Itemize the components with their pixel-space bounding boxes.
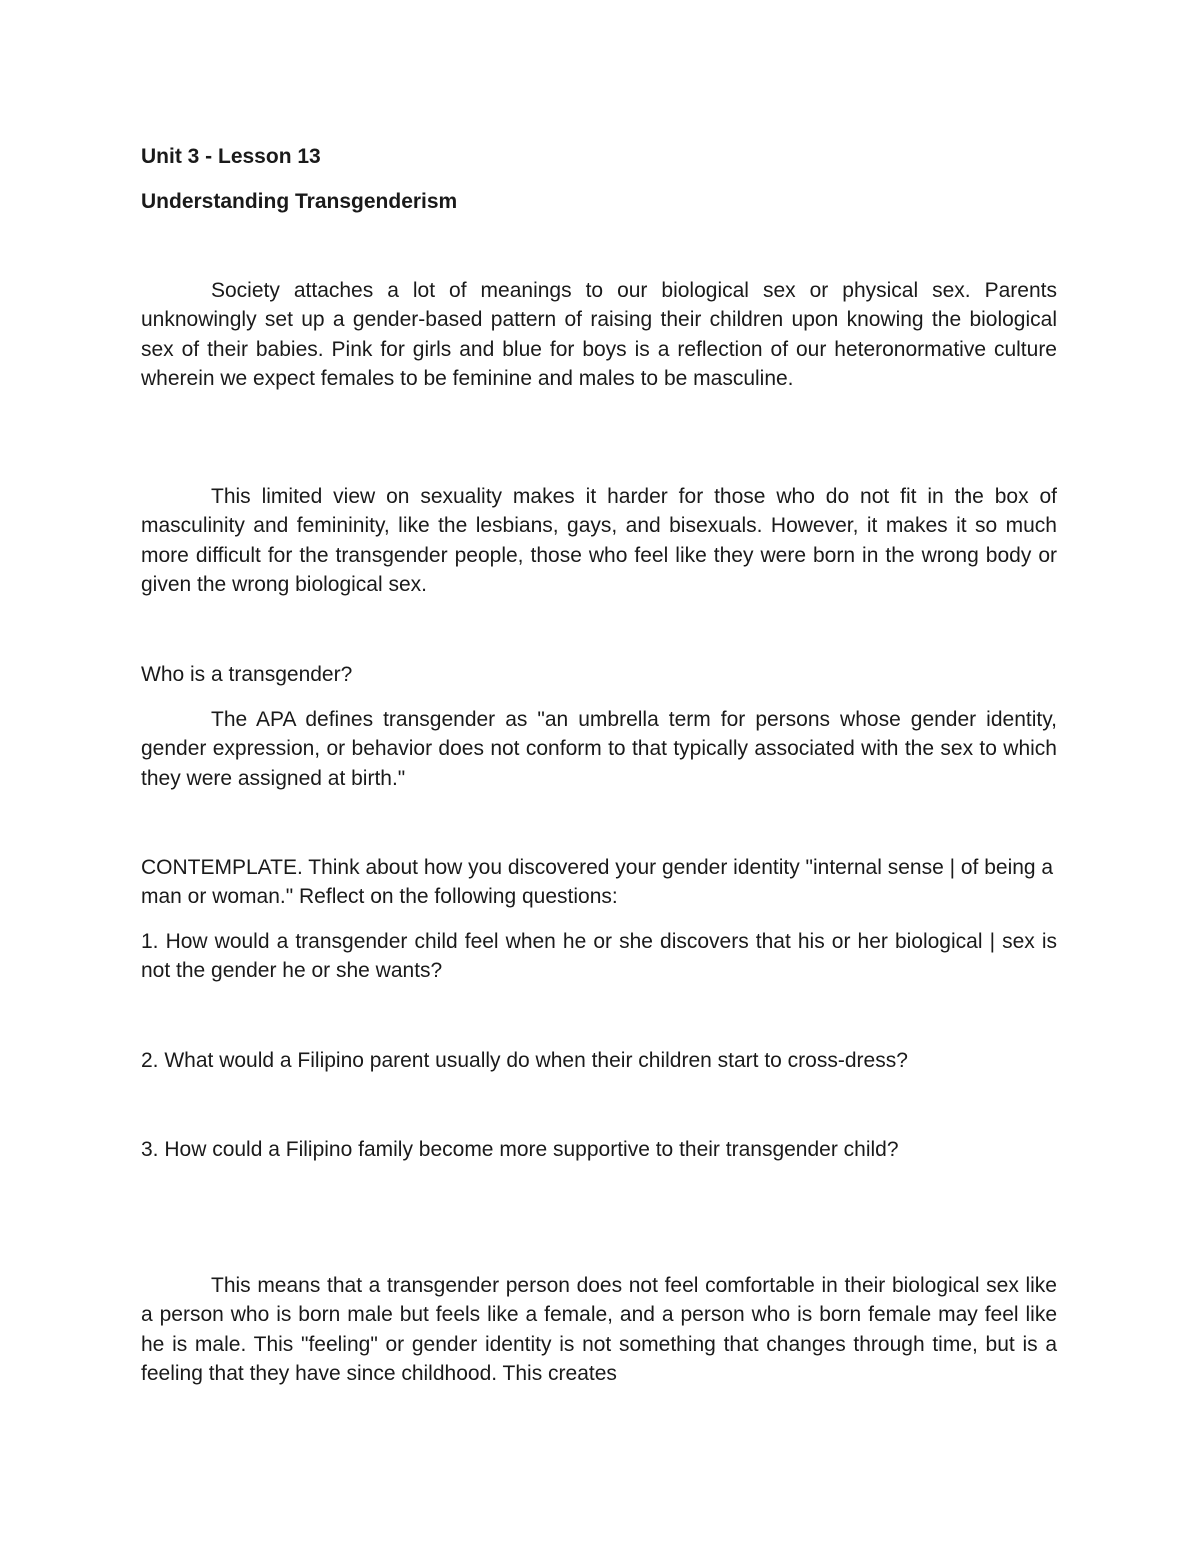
question-heading: Who is a transgender?	[141, 663, 353, 686]
unit-lesson-heading: Unit 3 - Lesson 13	[141, 145, 321, 168]
lesson-title: Understanding Transgenderism	[141, 190, 458, 213]
question-item-3: 3. How could a Filipino family become more supportive to their transgender child?	[141, 1138, 899, 1161]
question-item-1: 1. How would a transgender child feel when he or she discovers that his or her biological | sex is not the gender he or she wants?	[141, 930, 1057, 983]
question-item-2: 2. What would a Filipino parent usually do when their children start to cross-dress?	[141, 1049, 908, 1072]
contemplate-paragraph: CONTEMPLATE. Think about how you discovered your gender identity "internal sense | of being a man or woman." Reflect on the following questions:	[141, 856, 1054, 909]
paragraph-this-means: This means that a transgender person does not feel comfortable in their biological sex like a person who is born male but feels like a female, and a person who is born female may feel like he is male. This "feeling" or gender identity is not something that changes through time, but is a feeling that they have since childhood. This creates	[141, 1274, 1057, 1386]
paragraph-limited-view: This limited view on sexuality makes it harder for those who do not fit in the box of masculinity and femininity, like the lesbians, gays, and bisexuals. However, it makes it so much more difficult for the transgender people, those who feel like they were born in the wrong body or given the wrong biological sex.	[141, 485, 1057, 597]
paragraph-apa-definition: The APA defines transgender as "an umbrella term for persons whose gender identity, gender expression, or behavior does not conform to that typically associated with the sex to which they were assigned at birth."	[141, 708, 1057, 790]
paragraph-society: Society attaches a lot of meanings to our biological sex or physical sex. Parents unknowingly set up a gender-based pattern of raising their children upon knowing the biological sex of their babies. Pink for girls and blue for boys is a reflection of our heteronormative culture wherein we expect females to be feminine and males to be masculine.	[141, 279, 1057, 391]
